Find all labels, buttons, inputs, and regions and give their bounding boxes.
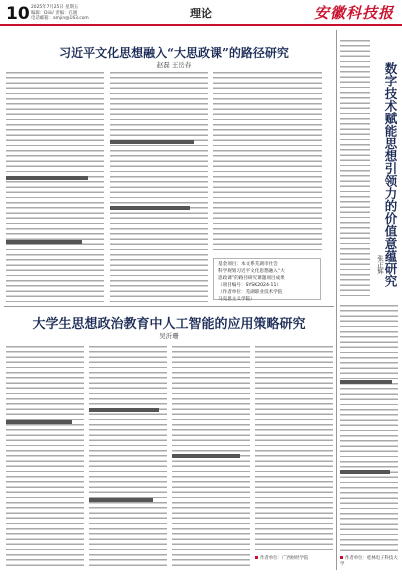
newspaper-logo: 安徽科技报 (313, 4, 394, 22)
article3-subhead (340, 470, 390, 474)
article1-authors: 赵磊 王岳春 (156, 61, 192, 69)
article3-affiliation: 作者单位：桂林电子科技大学 (340, 556, 398, 567)
section-title: 理论 (190, 7, 212, 20)
header-rule (0, 24, 402, 26)
article1-col2-subhead (110, 140, 194, 144)
bullet-icon (340, 556, 343, 559)
article2-col2-subhead (89, 498, 153, 502)
issue-editor: 编辑：Diiii/ 责编：孔媛 (31, 10, 78, 16)
page-number: 10 (6, 4, 30, 24)
info-line: 马克思主义学院） (218, 297, 255, 302)
article1-col2-subhead (110, 206, 190, 210)
article1-col3-text (213, 72, 322, 252)
article1-col1-subhead (6, 240, 82, 244)
article2-col1-subhead (6, 420, 72, 424)
article2-col2-subhead (89, 408, 159, 412)
article3-title: 数字技术赋能思想引领力的价值意蕴研究 (383, 62, 398, 287)
column-separator (336, 30, 337, 570)
issue-contact: 电话邮箱：amjin@163.com (31, 16, 89, 22)
article2-col3-subhead (172, 454, 240, 458)
info-line: 思政课”的路径研究课题项目成果 (218, 276, 285, 281)
article2-title: 大学生思想政治教育中人工智能的应用策略研究 (32, 317, 306, 332)
info-line: （项目编号：SYSK2024-11） (218, 283, 282, 288)
article3-subhead (340, 380, 392, 384)
article1-col1-text (6, 72, 104, 302)
bullet-icon (255, 556, 258, 559)
info-line: 基金项目：本文系芜湖市社会 (218, 262, 278, 267)
article3-footnote (340, 555, 400, 567)
article3-text (340, 305, 398, 551)
article2-footnote (255, 555, 335, 561)
article2-col4-text (255, 346, 333, 551)
page-header (0, 0, 402, 28)
article2-authors: 吴沂珊 (159, 332, 179, 340)
issue-date: 2025年7月25日 星期五 (31, 5, 79, 10)
article3-intro-text (340, 40, 370, 300)
article1-col1-subhead (6, 176, 88, 180)
article1-info-box (213, 258, 321, 300)
issue-meta (31, 5, 89, 22)
info-line: （作者单位：芜湖职业技术学院 (218, 290, 283, 295)
article3-authors: 张正辉 (376, 255, 384, 275)
info-line: 科学规划习近平文化思想融入“大 (218, 269, 285, 274)
article2-affiliation: 作者单位：广西财经学院 (260, 556, 309, 561)
article2-col1-text (6, 346, 84, 568)
article2-col2-text (89, 346, 167, 568)
article1-col2-text (110, 72, 208, 302)
article1-title: 习近平文化思想融入“大思政课”的路径研究 (59, 46, 289, 60)
article-divider (4, 306, 334, 307)
